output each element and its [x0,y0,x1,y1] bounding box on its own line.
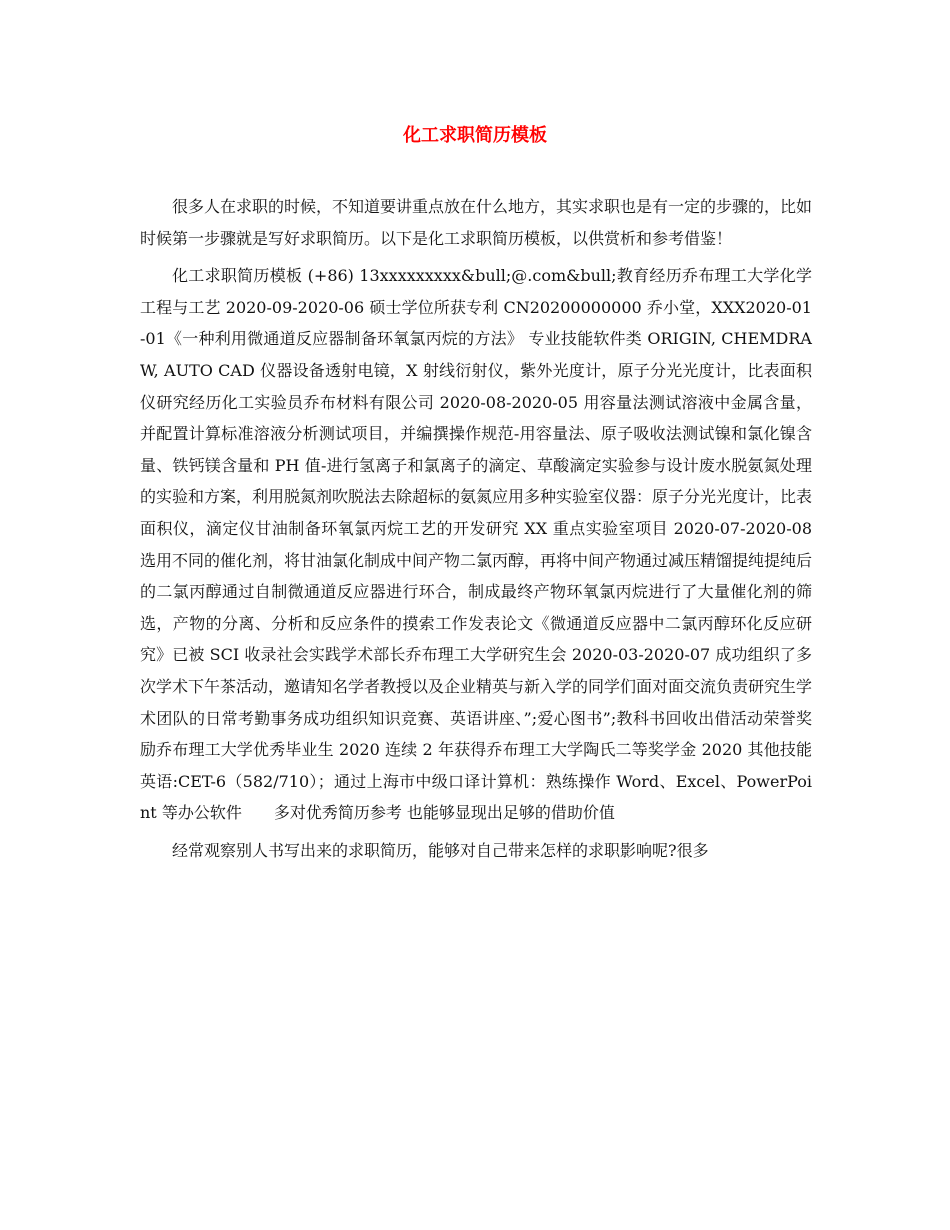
paragraph-intro: 很多人在求职的时候，不知道要讲重点放在什么地方，其实求职也是有一定的步骤的，比如时候第一步骤就是写好求职简历。以下是化工求职简历模板，以供赏析和参考借鉴！ [140,197,813,248]
paragraph-resume-content: 化工求职简历模板 (+86) 13xxxxxxxxx&bull;@.com&bull;教育经历乔布理工大学化学工程与工艺 2020-09-2020-06 硕士学位所获专利 CN20200000000 乔小堂，XXX2020-01-01《一种利用微通道反应器制备环氧氯丙烷的方法》 专业技能软件类 ORIGIN, CHEMDRAW, AUTO CAD 仪器设备透射电镜，X 射线衍射仪，紫外光度计，原子分光光度计，比表面积仪研究经历化工实验员乔布材料有限公司 2020-08-2020-05 用容量法测试溶液中金属含量，并配置计算标准溶液分析测试项目，并编撰操作规范-用容量法、原子吸收法测试镍和氯化镍含量、铁钙镁含量和 PH 值-进行氢离子和氯离子的滴定、草酸滴定实验参与设计废水脱氨氮处理的实验和方案，利用脱氮剂吹脱法去除超标的氨氮应用多种实验室仪器：原子分光光度计，比表面积仪，滴定仪甘油制备环氧氯丙烷工艺的开发研究 XX 重点实验室项目 2020-07-2020-08 选用不同的催化剂，将甘油氯化制成中间产物二氯丙醇，再将中间产物通过减压精馏提纯提纯后的二氯丙醇通过自制微通道反应器进行环合，制成最终产物环氧氯丙烷进行了大量催化剂的筛选，产物的分离、分析和反应条件的摸索工作发表论文《微通道反应器中二氯丙醇环化反应研究》已被 SCI 收录社会实践学术部长乔布理工大学研究生会 2020-03-2020-07 成功组织了多次学术下午茶活动，邀请知名学者教授以及企业精英与新入学的同学们面对面交流负责研究生学术团队的日常考勤事务成功组织知识竞赛、英语讲座、”;爱心图书”;教科书回收出借活动荣誉奖励乔布理工大学优秀毕业生 2020 连续 2 年获得乔布理工大学陶氏二等奖学金 2020 其他技能英语:CET-6（582/710）；通过上海市中级口译计算机：熟练操作 Word、Excel、PowerPoint 等办公软件 多对优秀简历参考 也能够显现出足够的借助价值 [140,266,813,823]
paragraph-closing: 经常观察别人书写出来的求职简历，能够对自己带来怎样的求职影响呢?很多 [172,840,709,860]
document-body [140,191,812,872]
document-title: 化工求职简历模板 [403,125,547,146]
